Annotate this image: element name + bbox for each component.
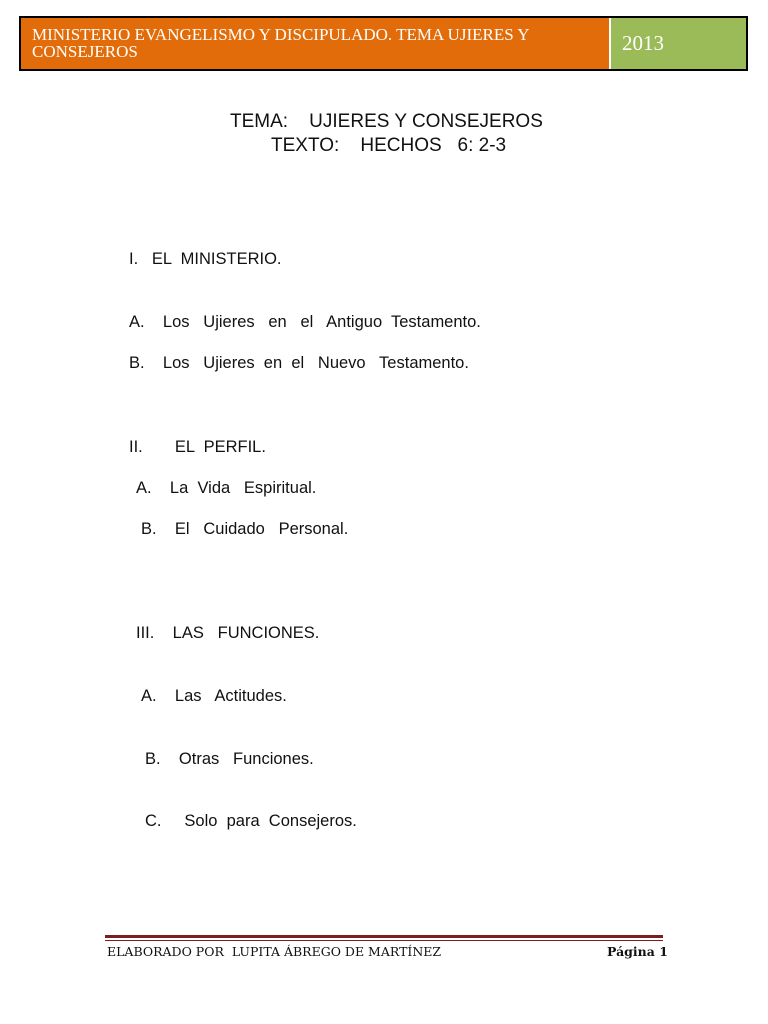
texto-reference: TEXTO: HECHOS 6: 2-3 [271, 135, 507, 156]
section-heading-1: I. EL MINISTERIO. [129, 250, 282, 268]
outline-item: B. Los Ujieres en el Nuevo Testamento. [129, 354, 469, 372]
footer-page-number: Página 1 [607, 944, 668, 959]
footer-author: ELABORADO POR LUPITA ÁBREGO DE MARTÍNEZ [107, 944, 442, 959]
section-heading-2: II. EL PERFIL. [129, 438, 266, 456]
header-year: 2013 [611, 18, 746, 69]
section-heading-3: III. LAS FUNCIONES. [136, 624, 320, 642]
outline-item: A. Las Actitudes. [141, 687, 287, 705]
footer-rule [105, 935, 663, 938]
outline-item: A. Los Ujieres en el Antiguo Testamento. [129, 313, 481, 331]
outline-item: C. Solo para Consejeros. [145, 812, 357, 830]
tema-title: TEMA: UJIERES Y CONSEJEROS [230, 111, 543, 132]
outline-item: B. El Cuidado Personal. [141, 520, 349, 538]
page-header [19, 16, 748, 71]
header-title: MINISTERIO EVANGELISMO Y DISCIPULADO. TEMA UJIERES Y CONSEJEROS [21, 18, 611, 69]
footer-rule-thin [105, 940, 663, 941]
outline-item: B. Otras Funciones. [145, 750, 314, 768]
outline-item: A. La Vida Espiritual. [136, 479, 317, 497]
